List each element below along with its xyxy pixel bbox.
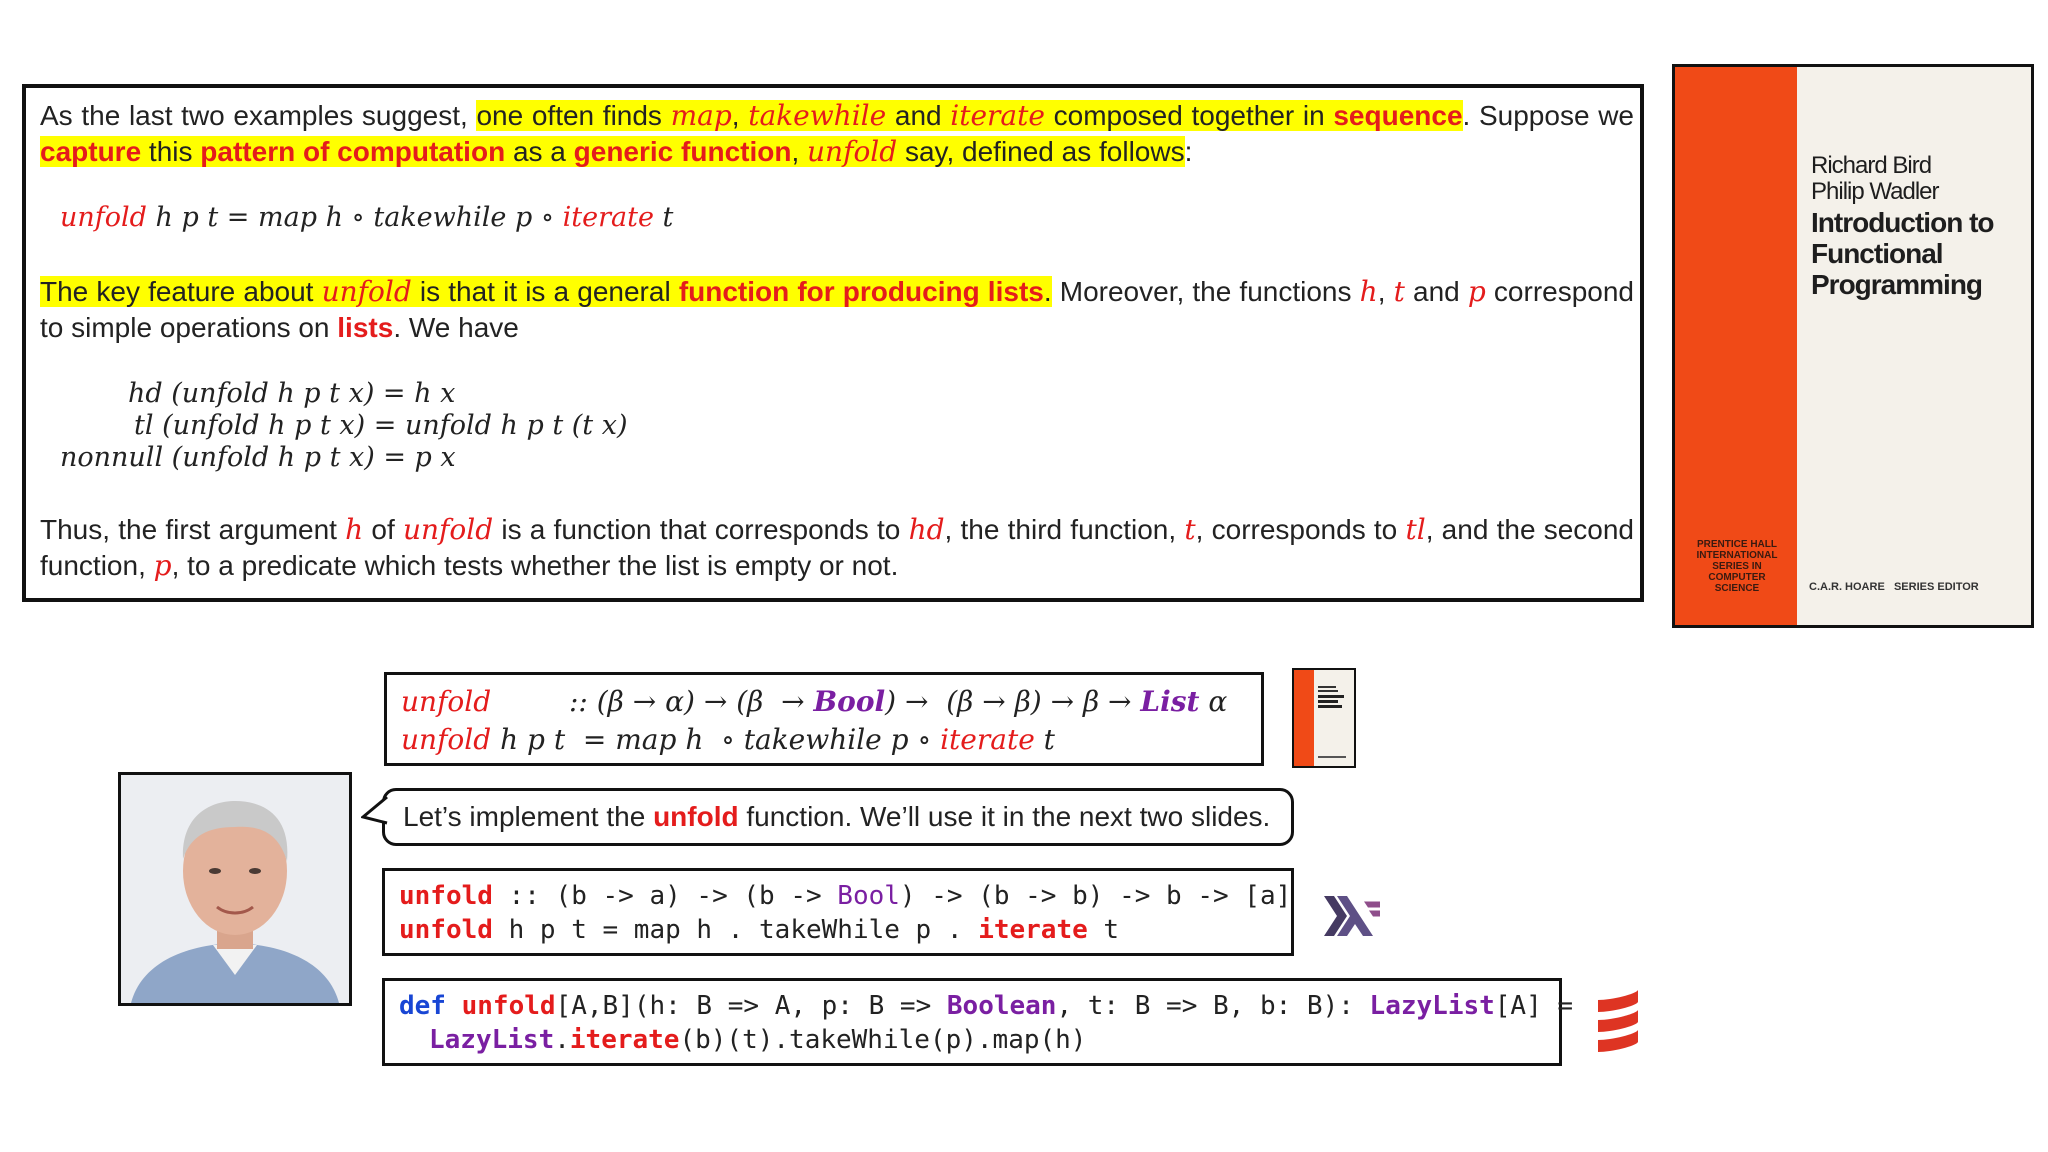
term-unfold: unfold <box>807 135 898 168</box>
type-bool: Bool <box>813 685 886 718</box>
term-hd: hd <box>908 513 945 546</box>
series-editor: C.A.R. HOARE SERIES EDITOR <box>1809 581 1979 593</box>
paragraph-key-feature <box>40 274 1634 346</box>
term-p: p <box>1467 275 1486 308</box>
code-keyword-def: def <box>399 991 446 1021</box>
code-unfold: unfold <box>461 991 556 1021</box>
code-type-lazylist: LazyList <box>1369 991 1495 1021</box>
code-iterate: iterate <box>978 915 1088 945</box>
text-span: h p t = map h ∘ takewhile p ∘ <box>146 202 563 233</box>
term-unfold: unfold <box>401 723 492 756</box>
term-t: t <box>1393 275 1405 308</box>
term-unfold: unfold <box>402 513 494 546</box>
text-span: t <box>653 202 674 233</box>
text-span: , to a predicate which tests whether the list is empty or not. <box>171 550 899 581</box>
term-generic-function: generic function <box>573 136 792 167</box>
term-iterate: iterate <box>940 723 1035 756</box>
text-span: , <box>791 136 808 167</box>
haskell-logo-icon <box>1324 896 1380 936</box>
code-span: , t: B => B, b: B): <box>1056 991 1370 1021</box>
term-unfold: unfold <box>60 202 147 233</box>
presenter-photo-icon <box>121 775 349 1003</box>
code-span <box>446 991 462 1021</box>
term-iterate: iterate <box>950 99 1045 132</box>
text-span: of <box>363 514 403 545</box>
text-span: and <box>886 100 951 131</box>
code-span: [A] = <box>1494 991 1574 1021</box>
title-line: Programming <box>1811 269 1983 300</box>
term-producing-lists: function for producing lists <box>678 276 1044 307</box>
code-span: [A,B](h: B => A, p: B => <box>555 991 947 1021</box>
text-span: , and the second function, <box>40 514 1635 581</box>
code-span: :: (b -> a) -> (b -> <box>492 881 838 911</box>
text-span: and <box>1404 276 1468 307</box>
text-span: function. We’ll use it in the next two slides. <box>738 801 1271 832</box>
text-span: as a <box>505 136 574 167</box>
term-unfold: unfold <box>321 275 412 308</box>
text-span: α <box>1199 685 1228 718</box>
code-span: ) -> (b -> b) -> b -> [a] <box>899 881 1292 911</box>
author-name: Philip Wadler <box>1811 178 1939 205</box>
type-list: List <box>1140 685 1200 718</box>
text-span: say, defined as follows <box>897 136 1185 167</box>
haskell-signature-line <box>399 881 1291 911</box>
series-line: SERIES IN <box>1712 561 1762 572</box>
avatar <box>118 772 352 1006</box>
term-takewhile: takewhile <box>748 99 887 132</box>
series-line: PRENTICE HALL <box>1697 539 1777 550</box>
text-span: is a function that corresponds to <box>493 514 909 545</box>
book-title <box>1811 207 1994 300</box>
term-lists: lists <box>337 312 394 343</box>
text-span: The key feature about <box>40 276 322 307</box>
text-span: composed together in <box>1044 100 1334 131</box>
paragraph-conclusion <box>40 512 1634 584</box>
term-h: h <box>1359 275 1378 308</box>
speech-bubble <box>382 788 1294 846</box>
series-line: COMPUTER <box>1708 572 1766 583</box>
text-span: one often finds <box>476 100 671 131</box>
book-thumbnail-icon <box>1294 670 1354 766</box>
text-span: :: (β → α) → (β → <box>551 685 814 718</box>
text-span: , corresponds to <box>1195 514 1406 545</box>
book-thumbnail <box>1292 668 1356 768</box>
text-span: . We have <box>393 312 519 343</box>
code-iterate: iterate <box>569 1025 680 1055</box>
law-nonnull: nonnull (unfold h p t x) = p x <box>60 442 456 473</box>
text-span: ) → (β → β) → β → <box>885 685 1141 718</box>
term-unfold: unfold <box>401 685 492 718</box>
text-span: t <box>1034 723 1055 756</box>
scala-logo-icon <box>1596 990 1640 1052</box>
text-span: : <box>1184 136 1193 167</box>
text-span: Thus, the first argument <box>40 514 346 545</box>
term-iterate: iterate <box>562 202 654 233</box>
bubble-tail-icon <box>361 795 389 825</box>
cover-stripe <box>1675 67 1797 625</box>
series-line: INTERNATIONAL <box>1696 550 1778 561</box>
series-line: SCIENCE <box>1714 583 1760 594</box>
term-pattern: pattern of computation <box>200 136 506 167</box>
law-tl: tl (unfold h p t x) = unfold h p t (t x) <box>134 410 628 441</box>
math-signature-line <box>401 685 1227 718</box>
title-line: Functional <box>1811 238 1943 269</box>
author-name: Richard Bird <box>1811 152 1932 179</box>
scala-signature-line <box>399 991 1573 1021</box>
code-span: . <box>554 1025 570 1055</box>
term-tl: tl <box>1405 513 1426 546</box>
text-span: this <box>141 136 201 167</box>
text-span: h p t = map h ∘ takewhile p ∘ <box>491 723 941 756</box>
unfold-definition <box>60 202 673 233</box>
series-label <box>1681 539 1793 594</box>
term-sequence: sequence <box>1333 100 1463 131</box>
book-cover <box>1672 64 2034 628</box>
bubble-text <box>403 801 1270 833</box>
code-unfold: unfold <box>399 915 493 945</box>
text-span: . Suppose we <box>1462 100 1634 131</box>
code-type-bool: Bool <box>837 881 900 911</box>
term-h: h <box>345 513 364 546</box>
cover-panel <box>1797 67 2031 625</box>
code-span: (b)(t).takeWhile(p).map(h) <box>679 1025 1087 1055</box>
code-type-boolean: Boolean <box>946 991 1057 1021</box>
quote-box <box>22 84 1644 602</box>
book-authors <box>1811 153 1939 205</box>
law-hd: hd (unfold h p t x) = h x <box>128 378 456 409</box>
scala-body-line <box>429 1025 1086 1055</box>
math-definition-line <box>401 723 1055 756</box>
title-line: Introduction to <box>1811 207 1994 238</box>
term-map: map <box>670 99 732 132</box>
text-span: correspond to simple operations on <box>40 276 1635 343</box>
scala-code-box <box>382 978 1574 1066</box>
text-span: . <box>1043 276 1052 307</box>
text-span: is that it is a general <box>411 276 679 307</box>
code-unfold: unfold <box>399 881 493 911</box>
math-signature-box <box>384 672 1264 766</box>
text-span: As the last two examples suggest, <box>40 100 477 131</box>
text-span: Let’s implement the <box>403 801 654 832</box>
code-span: t <box>1087 915 1120 945</box>
code-span: h p t = map h . takeWhile p . <box>492 915 979 945</box>
code-type-lazylist: LazyList <box>429 1025 555 1055</box>
term-p: p <box>153 549 172 582</box>
text-span: , the third function, <box>944 514 1185 545</box>
text-span: , <box>1377 276 1394 307</box>
term-unfold: unfold <box>653 801 739 832</box>
haskell-definition-line <box>399 915 1119 945</box>
paragraph-intro <box>40 98 1634 170</box>
haskell-code-box <box>382 868 1294 956</box>
text-span: Moreover, the functions <box>1051 276 1360 307</box>
text-span: , <box>731 100 749 131</box>
term-capture: capture <box>40 136 142 167</box>
term-t: t <box>1184 513 1196 546</box>
